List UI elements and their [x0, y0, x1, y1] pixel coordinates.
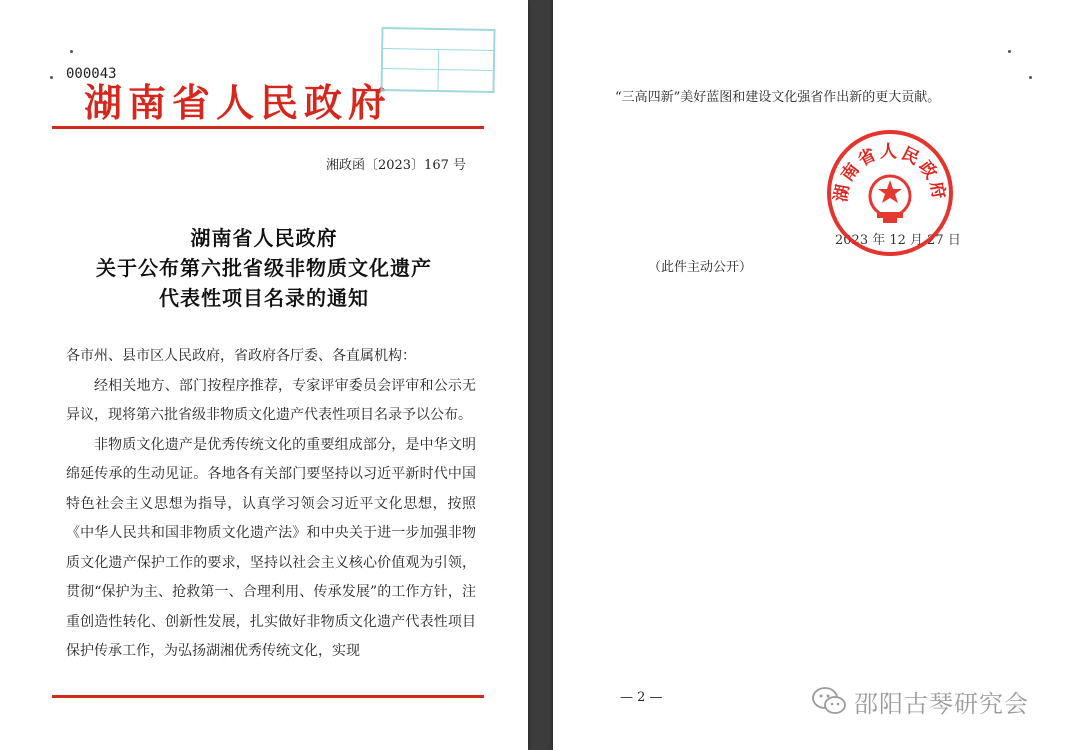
- body-paragraph: 非物质文化遗产是优秀传统文化的重要组成部分，是中华文明绵延传承的生动见证。各地各有关部门要坚持以习近平新时代中国特色社会主义思想为指导，认真学习领会习近平文化思想，按照《中华人民共和国非物质文化遗产法》和中央关于进一步加强非物质文化遗产保护工作的要求，坚持以社会主义核心价值观为引领，贯彻“保护为主、抢救第一、合理利用、传承发展”的工作方针，注重创造性转化、创新性发展，扎实做好非物质文化遗产代表性项目保护传承工作，为弘扬湖湘优秀传统文化，实现: [66, 436, 476, 659]
- page-1: [0, 0, 528, 750]
- page-2: [553, 0, 1080, 750]
- seal-date: 2023 年 12 月 27 日: [835, 233, 961, 248]
- public-disclosure-note: （此件主动公开）: [648, 260, 753, 275]
- scan-speck: [50, 76, 53, 79]
- seal-text: 湖南省人民政府: [831, 142, 949, 204]
- receipt-stamp: [380, 27, 495, 93]
- page-number: — 2 —: [620, 690, 663, 705]
- document-reference: 湘政函〔2023〕167 号: [325, 158, 466, 173]
- salutation: 各市州、县市区人民政府，省政府各厅委、各直属机构：: [66, 348, 416, 364]
- footer-red-rule: [52, 695, 484, 698]
- title-line: 关于公布第六批省级非物质文化遗产: [96, 256, 432, 280]
- continuation-text: “三高四新”美好蓝图和建设文化强省作出新的更大贡献。: [615, 90, 941, 105]
- body-paragraph: 经相关地方、部门按程序推荐，专家评审委员会评审和公示无异议，现将第六批省级非物质文化遗产代表性项目名录予以公布。: [66, 377, 476, 423]
- doc-serial-number: 000043: [66, 66, 117, 82]
- document-body: [66, 342, 476, 667]
- title-line: 代表性项目名录的通知: [159, 286, 369, 310]
- scan-speck: [1008, 50, 1011, 53]
- document-title: [0, 223, 528, 313]
- wechat-watermark: [812, 683, 1029, 719]
- scan-speck: [70, 50, 73, 53]
- title-line: 湖南省人民政府: [190, 226, 338, 250]
- wechat-icon: [812, 686, 846, 716]
- state-seal-icon: [825, 128, 955, 258]
- government-header: 湖南省人民政府: [84, 80, 393, 125]
- watermark-text: 邵阳古琴研究会: [854, 689, 1029, 718]
- scan-speck: [1029, 76, 1032, 79]
- header-red-rule: [52, 126, 484, 129]
